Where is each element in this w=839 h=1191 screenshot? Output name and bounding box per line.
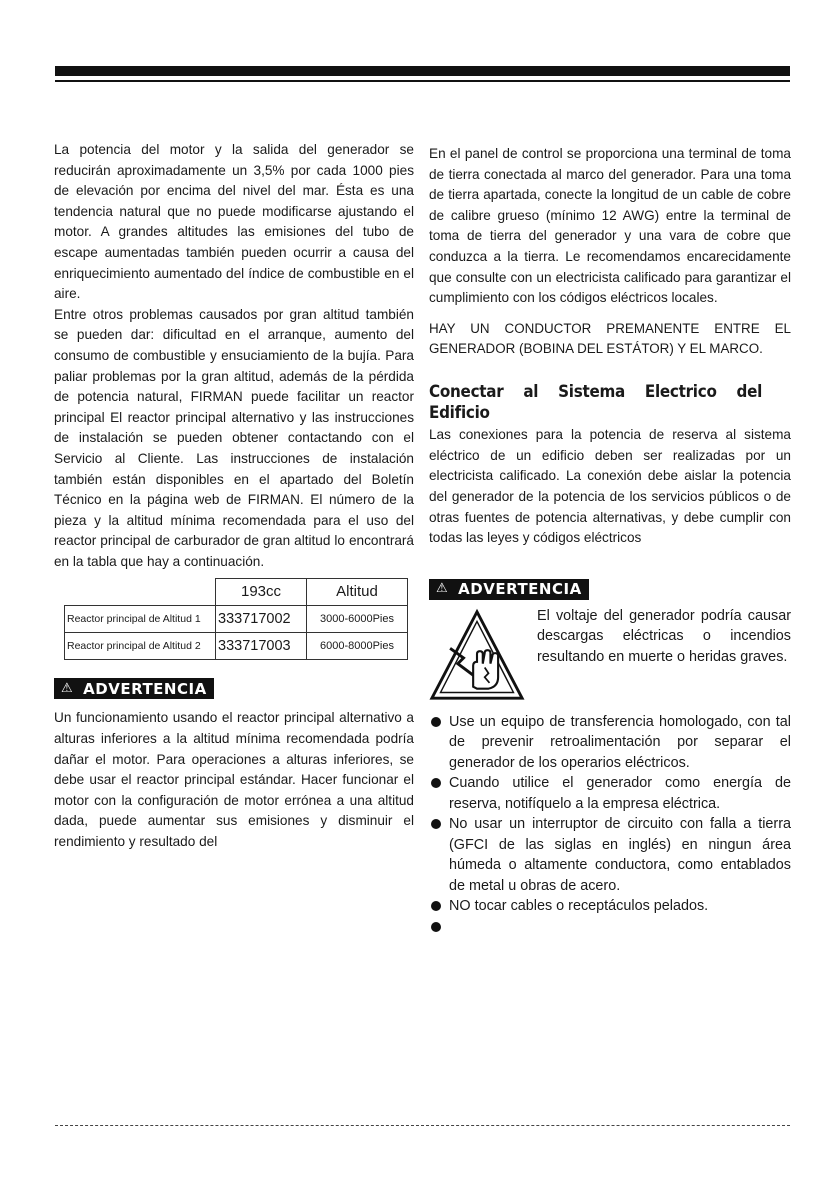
table-cell-part: 333717002 [216, 606, 307, 633]
warning-triangle-icon: ⚠ [436, 580, 449, 596]
table-row [65, 633, 408, 660]
table-corner-cell [65, 579, 216, 606]
header-bar [55, 66, 790, 76]
hazard-block [429, 606, 791, 704]
table-cell-part: 333717003 [216, 633, 307, 660]
conductor-note: HAY UN CONDUCTOR PREMANENTE ENTRE EL GENERADOR (BOBINA DEL ESTÁTOR) Y EL MARCO. [429, 320, 791, 357]
hazard-text: El voltaje del generador podría causar descargas eléctricas o incendios resultando en muerte o heridas graves. [537, 607, 791, 665]
list-item: NO tocar cables o receptáculos pelados. [429, 896, 791, 917]
left-column [54, 140, 414, 853]
warning-triangle-icon: ⚠ [61, 680, 74, 696]
altitude-problems-paragraph: Entre otros problemas causados por gran altitud también se pueden dar: dificultad en el arranque, aumento del consumo de combustible y ensuciamiento de la bujía. Para paliar problemas por la gran altitud, además de la pérdida de potencia natural, FIRMAN puede facilitar un reactor principal El reactor principal alternativo y las instrucciones de instalación se pueden obtener contactando con el Servicio al Cliente. Las instrucciones de instalación también están disponibles en el apartado del Boletín Técnico en la página web de FIRMAN. El número de la pieza y la altitud mínima recomendada para el uso del reactor principal de carburador de gran altitud lo encontrará en la tabla que hay a continuación. [54, 306, 414, 569]
warning-banner [54, 678, 214, 699]
warning-title: ADVERTENCIA [458, 579, 582, 598]
grounding-paragraph: En el panel de control se proporciona una terminal de toma de tierra conectada al marco del generador. Para una toma de tierra apartada, conecte la longitud de un cable de cobre de calibre grueso (mínimo 12 AWG) entre la terminal de toma de tierra del generador y una vara de cobre que conduzca a la tierra. Le recomendamos encarecidamente que consulte con un electricista calificado para garantizar el cumplimiento con los códigos eléctricos locales. [429, 146, 791, 306]
section-heading: Conectar al Sistema Electrico del Edificio [429, 381, 763, 422]
list-item: Cuando utilice el generador como energía de reserva, notifíquelo a la empresa eléctrica. [429, 773, 791, 814]
altitude-jet-table [64, 578, 408, 660]
list-item: Use un equipo de transferencia homologado, con tal de prevenir retroalimentación por separar el generador de los operarios eléctricos. [429, 712, 791, 774]
table-header-row [65, 579, 408, 606]
warning-text: Un funcionamiento usando el reactor principal alternativo a alturas inferiores a la altitud mínima recomendada podría dañar el motor. Para operaciones a alturas inferiores, se debe usar el reactor principal estándar. Hacer funcionar el motor con la configuración de motor errónea a una altitud dada, puede aumentar sus emisiones y disminuir el rendimiento y resultado del [54, 710, 414, 850]
warning-banner [429, 579, 589, 600]
table-row [65, 606, 408, 633]
table-header-altitude: Altitud [307, 579, 408, 606]
empty-list-item [429, 917, 791, 937]
table-cell-label: Reactor principal de Altitud 2 [65, 633, 216, 660]
list-item: No usar un interruptor de circuito con falla a tierra (GFCI de las siglas en inglés) en ningun área húmeda o altamente conductora, como entablados de metal u obras de acero. [429, 814, 791, 896]
footer-rule [55, 1125, 790, 1126]
warning-title: ADVERTENCIA [83, 679, 207, 698]
table-cell-range: 6000-8000Pies [307, 633, 408, 660]
header-rule [55, 80, 790, 82]
altitude-paragraph: La potencia del motor y la salida del generador se reducirán aproximadamente un 3,5% por cada 1000 pies de elevación por encima del nivel del mar. Ésta es una tendencia natural que no puede modificarse ajustando el motor. A grandes altitudes las emisiones del tubo de escape aumentadas también pueden ocurrir a causa del enriquecimiento aumentado del índice de combustible en el aire. [54, 142, 414, 302]
table-cell-range: 3000-6000Pies [307, 606, 408, 633]
table-cell-label: Reactor principal de Altitud 1 [65, 606, 216, 633]
electric-shock-hand-icon [429, 608, 525, 704]
table-header-engine: 193cc [216, 579, 307, 606]
safety-bullet-list [429, 712, 791, 937]
building-connection-paragraph: Las conexiones para la potencia de reserva al sistema eléctrico de un edificio deben ser realizadas por un electricista calificado. La conexión debe aislar la potencia del generador de la potencia de los servicios públicos o de otras fuentes de potencia alternativas, y debe cumplir con todas las leyes y códigos eléctricos [429, 427, 791, 546]
right-column [429, 144, 791, 937]
